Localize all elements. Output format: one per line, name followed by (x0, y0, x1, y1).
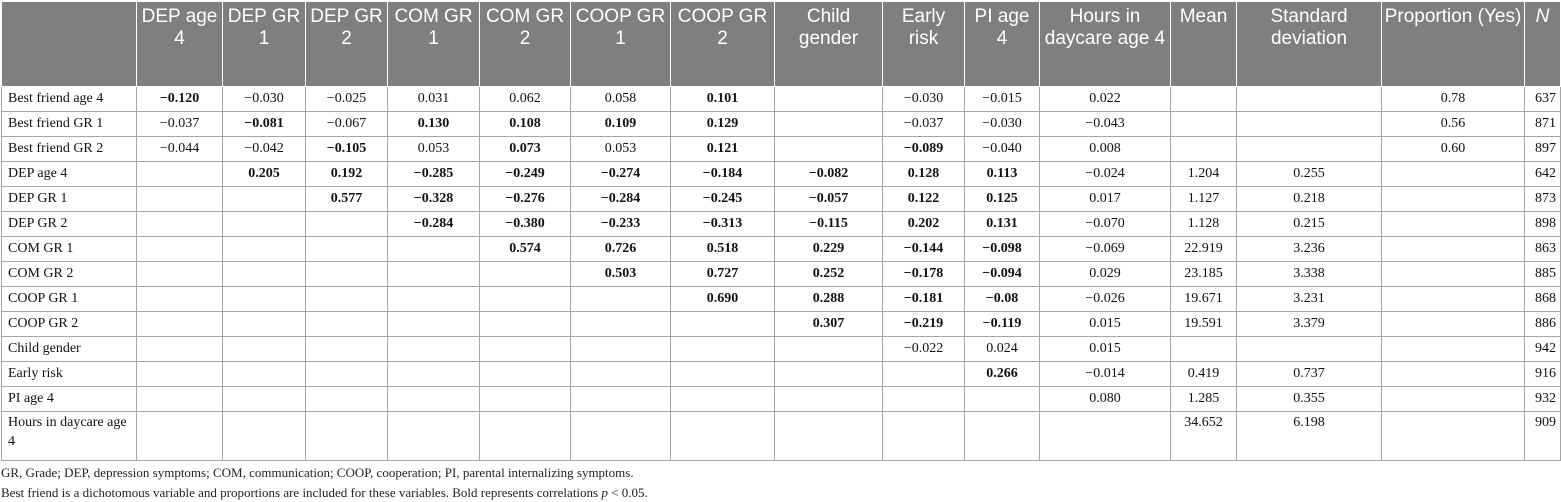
table-cell: 0.131 (965, 212, 1040, 237)
table-cell (223, 187, 306, 212)
table-cell (1171, 337, 1237, 362)
table-cell: −0.313 (671, 212, 775, 237)
table-cell: 0.108 (480, 112, 571, 137)
table-cell: 0.121 (671, 137, 775, 162)
table-cell: 0.125 (965, 187, 1040, 212)
table-cell: −0.120 (137, 87, 223, 112)
n-cell: 932 (1525, 387, 1561, 412)
table-cell: 0.130 (388, 112, 480, 137)
table-cell (480, 387, 571, 412)
table-cell: 0.109 (571, 112, 671, 137)
table-cell: 0.355 (1237, 387, 1382, 412)
table-cell: 0.266 (965, 362, 1040, 387)
table-cell: 3.338 (1237, 262, 1382, 287)
table-cell (223, 412, 306, 461)
n-cell: 916 (1525, 362, 1561, 387)
table-cell: −0.030 (965, 112, 1040, 137)
table-cell (306, 237, 388, 262)
footnote-text: < 0.05. (607, 485, 648, 500)
table-cell (137, 312, 223, 337)
table-cell (306, 262, 388, 287)
n-cell: 642 (1525, 162, 1561, 187)
table-cell (1171, 112, 1237, 137)
table-cell (137, 362, 223, 387)
table-cell (223, 387, 306, 412)
table-cell: 0.288 (775, 287, 883, 312)
table-cell (1237, 337, 1382, 362)
table-cell: −0.037 (137, 112, 223, 137)
table-row (2, 362, 1561, 387)
table-cell: −0.105 (306, 137, 388, 162)
table-cell: 0.073 (480, 137, 571, 162)
n-cell: 871 (1525, 112, 1561, 137)
table-cell (388, 387, 480, 412)
correlation-table (1, 1, 1561, 461)
column-header: DEP GR 2 (306, 2, 388, 87)
table-cell (775, 137, 883, 162)
table-cell: −0.285 (388, 162, 480, 187)
table-cell: −0.067 (306, 112, 388, 137)
table-cell (388, 312, 480, 337)
table-cell (1382, 312, 1525, 337)
column-header: DEP age 4 (137, 2, 223, 87)
table-cell (388, 287, 480, 312)
table-cell (571, 287, 671, 312)
table-cell (306, 412, 388, 461)
table-cell: −0.069 (1040, 237, 1171, 262)
column-header: Mean (1171, 2, 1237, 87)
table-cell: 23.185 (1171, 262, 1237, 287)
table-cell: 19.591 (1171, 312, 1237, 337)
table-cell: −0.070 (1040, 212, 1171, 237)
table-cell: 0.205 (223, 162, 306, 187)
table-cell (1382, 362, 1525, 387)
table-cell (1040, 412, 1171, 461)
table-cell: −0.089 (883, 137, 965, 162)
table-cell: 0.129 (671, 112, 775, 137)
table-cell (223, 212, 306, 237)
table-cell: 0.202 (883, 212, 965, 237)
n-cell: 863 (1525, 237, 1561, 262)
n-cell: 885 (1525, 262, 1561, 287)
table-cell: 3.236 (1237, 237, 1382, 262)
table-body (2, 87, 1561, 461)
table-cell (1237, 112, 1382, 137)
table-cell (306, 287, 388, 312)
table-cell (137, 262, 223, 287)
column-header: PI age 4 (965, 2, 1040, 87)
table-cell (137, 162, 223, 187)
row-label: Best friend GR 1 (2, 112, 137, 137)
column-header: Proportion (Yes) (1382, 2, 1525, 87)
table-cell: −0.181 (883, 287, 965, 312)
table-cell (137, 212, 223, 237)
table-cell (883, 362, 965, 387)
table-cell: 0.015 (1040, 337, 1171, 362)
table-cell: 0.053 (388, 137, 480, 162)
table-cell: −0.178 (883, 262, 965, 287)
table-cell (571, 312, 671, 337)
table-cell: 0.080 (1040, 387, 1171, 412)
table-cell: 0.737 (1237, 362, 1382, 387)
table-cell (1382, 287, 1525, 312)
table-cell: −0.284 (388, 212, 480, 237)
n-cell: 868 (1525, 287, 1561, 312)
table-cell (137, 187, 223, 212)
table-cell (388, 412, 480, 461)
row-label: DEP GR 2 (2, 212, 137, 237)
table-cell: −0.115 (775, 212, 883, 237)
table-cell (883, 412, 965, 461)
table-cell (775, 412, 883, 461)
table-row (2, 162, 1561, 187)
table-cell: 3.379 (1237, 312, 1382, 337)
table-cell (1382, 162, 1525, 187)
table-row (2, 112, 1561, 137)
table-cell: −0.025 (306, 87, 388, 112)
table-cell (480, 287, 571, 312)
table-cell (1171, 87, 1237, 112)
table-cell: −0.057 (775, 187, 883, 212)
table-row (2, 187, 1561, 212)
table-cell (775, 112, 883, 137)
row-label: COOP GR 2 (2, 312, 137, 337)
table-cell (388, 237, 480, 262)
table-cell: 0.015 (1040, 312, 1171, 337)
table-cell: −0.284 (571, 187, 671, 212)
table-cell: 0.307 (775, 312, 883, 337)
table-cell (480, 337, 571, 362)
table-cell: −0.249 (480, 162, 571, 187)
table-cell: 0.215 (1237, 212, 1382, 237)
row-label: Child gender (2, 337, 137, 362)
table-cell: −0.042 (223, 137, 306, 162)
column-header: Standard deviation (1237, 2, 1382, 87)
table-cell (1382, 262, 1525, 287)
table-cell: −0.026 (1040, 287, 1171, 312)
table-cell: 0.255 (1237, 162, 1382, 187)
table-header-row (2, 2, 1561, 87)
table-row (2, 237, 1561, 262)
table-cell: 0.192 (306, 162, 388, 187)
table-cell (1237, 137, 1382, 162)
table-cell: −0.015 (965, 87, 1040, 112)
column-header: COOP GR 2 (671, 2, 775, 87)
table-cell: −0.043 (1040, 112, 1171, 137)
table-cell (137, 287, 223, 312)
table-cell: 0.024 (965, 337, 1040, 362)
table-cell: 0.690 (671, 287, 775, 312)
table-row (2, 312, 1561, 337)
table-cell: 1.128 (1171, 212, 1237, 237)
table-row (2, 337, 1561, 362)
table-cell (480, 262, 571, 287)
table-cell (1382, 237, 1525, 262)
table-cell (480, 312, 571, 337)
table-cell: 0.574 (480, 237, 571, 262)
n-cell: 637 (1525, 87, 1561, 112)
table-cell: −0.030 (223, 87, 306, 112)
table-cell: −0.08 (965, 287, 1040, 312)
table-cell: −0.082 (775, 162, 883, 187)
row-label: Early risk (2, 362, 137, 387)
n-cell: 897 (1525, 137, 1561, 162)
table-cell: 0.60 (1382, 137, 1525, 162)
table-cell (306, 212, 388, 237)
table-cell: 0.503 (571, 262, 671, 287)
table-cell: 19.671 (1171, 287, 1237, 312)
table-row (2, 387, 1561, 412)
table-cell (1382, 412, 1525, 461)
table-cell (1382, 187, 1525, 212)
table-cell: −0.081 (223, 112, 306, 137)
n-cell: 942 (1525, 337, 1561, 362)
column-header: COM GR 2 (480, 2, 571, 87)
table-cell (571, 387, 671, 412)
footnote-text: GR, Grade; DEP, depression symptoms; COM, communication; COOP, cooperation; PI, parental internalizing symptoms. (1, 465, 634, 480)
table-cell (480, 412, 571, 461)
row-label: DEP GR 1 (2, 187, 137, 212)
table-cell (223, 312, 306, 337)
table-cell (671, 362, 775, 387)
row-label: PI age 4 (2, 387, 137, 412)
table-cell: 0.218 (1237, 187, 1382, 212)
table-cell: 0.113 (965, 162, 1040, 187)
row-label: COM GR 2 (2, 262, 137, 287)
table-row (2, 137, 1561, 162)
table-cell: 0.122 (883, 187, 965, 212)
table-cell: −0.022 (883, 337, 965, 362)
table-cell (137, 237, 223, 262)
table-cell: −0.024 (1040, 162, 1171, 187)
row-label: DEP age 4 (2, 162, 137, 187)
n-cell: 898 (1525, 212, 1561, 237)
table-cell: −0.245 (671, 187, 775, 212)
table-cell: −0.233 (571, 212, 671, 237)
table-cell: 0.031 (388, 87, 480, 112)
table-cell (137, 387, 223, 412)
table-cell: −0.030 (883, 87, 965, 112)
row-label: COOP GR 1 (2, 287, 137, 312)
table-cell: 0.78 (1382, 87, 1525, 112)
table-row (2, 262, 1561, 287)
column-header: N (1525, 2, 1561, 87)
table-cell (306, 312, 388, 337)
table-cell: 0.029 (1040, 262, 1171, 287)
table-cell (306, 362, 388, 387)
table-row (2, 287, 1561, 312)
table-cell: −0.276 (480, 187, 571, 212)
table-cell: −0.037 (883, 112, 965, 137)
table-cell (671, 412, 775, 461)
table-cell: −0.119 (965, 312, 1040, 337)
table-cell: 0.56 (1382, 112, 1525, 137)
column-header: DEP GR 1 (223, 2, 306, 87)
table-cell: 0.058 (571, 87, 671, 112)
table-cell: 3.231 (1237, 287, 1382, 312)
table-cell: −0.184 (671, 162, 775, 187)
table-cell: 0.008 (1040, 137, 1171, 162)
table-footnote-significance (1, 485, 648, 501)
table-cell: −0.274 (571, 162, 671, 187)
table-cell (1382, 387, 1525, 412)
table-cell: 0.053 (571, 137, 671, 162)
column-header: Early risk (883, 2, 965, 87)
table-cell: 0.128 (883, 162, 965, 187)
table-cell (571, 337, 671, 362)
table-cell: 0.252 (775, 262, 883, 287)
table-cell (775, 387, 883, 412)
row-label: Hours in daycare age 4 (2, 412, 137, 461)
table-cell (1382, 337, 1525, 362)
table-cell: −0.044 (137, 137, 223, 162)
table-cell (965, 412, 1040, 461)
table-cell (306, 387, 388, 412)
table-row (2, 212, 1561, 237)
table-cell (671, 387, 775, 412)
table-cell: 0.062 (480, 87, 571, 112)
table-cell (671, 312, 775, 337)
table-cell: 0.727 (671, 262, 775, 287)
n-cell: 873 (1525, 187, 1561, 212)
table-cell: −0.040 (965, 137, 1040, 162)
table-cell (223, 362, 306, 387)
n-cell: 886 (1525, 312, 1561, 337)
table-cell: 34.652 (1171, 412, 1237, 461)
table-cell: 0.726 (571, 237, 671, 262)
table-cell: 0.577 (306, 187, 388, 212)
table-cell (223, 287, 306, 312)
table-cell: 22.919 (1171, 237, 1237, 262)
column-header: Child gender (775, 2, 883, 87)
table-cell (223, 237, 306, 262)
table-cell (775, 337, 883, 362)
table-cell (571, 412, 671, 461)
table-cell (388, 337, 480, 362)
table-cell: −0.328 (388, 187, 480, 212)
table-cell (1382, 212, 1525, 237)
corner-header-cell (2, 2, 137, 87)
table-cell (775, 87, 883, 112)
table-cell (965, 387, 1040, 412)
table-cell: −0.098 (965, 237, 1040, 262)
table-cell: 6.198 (1237, 412, 1382, 461)
row-label: Best friend age 4 (2, 87, 137, 112)
table-cell: 0.101 (671, 87, 775, 112)
table-cell (306, 337, 388, 362)
table-cell (137, 412, 223, 461)
table-cell: 1.285 (1171, 387, 1237, 412)
footnote-text: Best friend is a dichotomous variable and proportions are included for these variables. Bold represents correlations (1, 485, 602, 500)
table-cell: 0.229 (775, 237, 883, 262)
table-cell: −0.094 (965, 262, 1040, 287)
table-cell: 1.127 (1171, 187, 1237, 212)
table-cell: 0.518 (671, 237, 775, 262)
n-cell: 909 (1525, 412, 1561, 461)
table-cell (223, 337, 306, 362)
table-cell: 1.204 (1171, 162, 1237, 187)
table-cell: −0.219 (883, 312, 965, 337)
table-cell (883, 387, 965, 412)
table-cell (480, 362, 571, 387)
table-cell (223, 262, 306, 287)
table-cell: 0.022 (1040, 87, 1171, 112)
row-label: Best friend GR 2 (2, 137, 137, 162)
table-cell (1237, 87, 1382, 112)
table-cell: −0.014 (1040, 362, 1171, 387)
table-cell: 0.017 (1040, 187, 1171, 212)
table-row (2, 87, 1561, 112)
table-cell (388, 362, 480, 387)
footnote-p-symbol: p (601, 485, 608, 500)
table-row (2, 412, 1561, 461)
table-cell (388, 262, 480, 287)
table-cell (1171, 137, 1237, 162)
column-header: COOP GR 1 (571, 2, 671, 87)
table-cell: −0.380 (480, 212, 571, 237)
row-label: COM GR 1 (2, 237, 137, 262)
table-cell (671, 337, 775, 362)
table-cell (137, 337, 223, 362)
table-cell (775, 362, 883, 387)
column-header: Hours in daycare age 4 (1040, 2, 1171, 87)
table-cell: 0.419 (1171, 362, 1237, 387)
table-cell (571, 362, 671, 387)
column-header: COM GR 1 (388, 2, 480, 87)
table-footnote-abbreviations (1, 465, 634, 481)
table-cell: −0.144 (883, 237, 965, 262)
